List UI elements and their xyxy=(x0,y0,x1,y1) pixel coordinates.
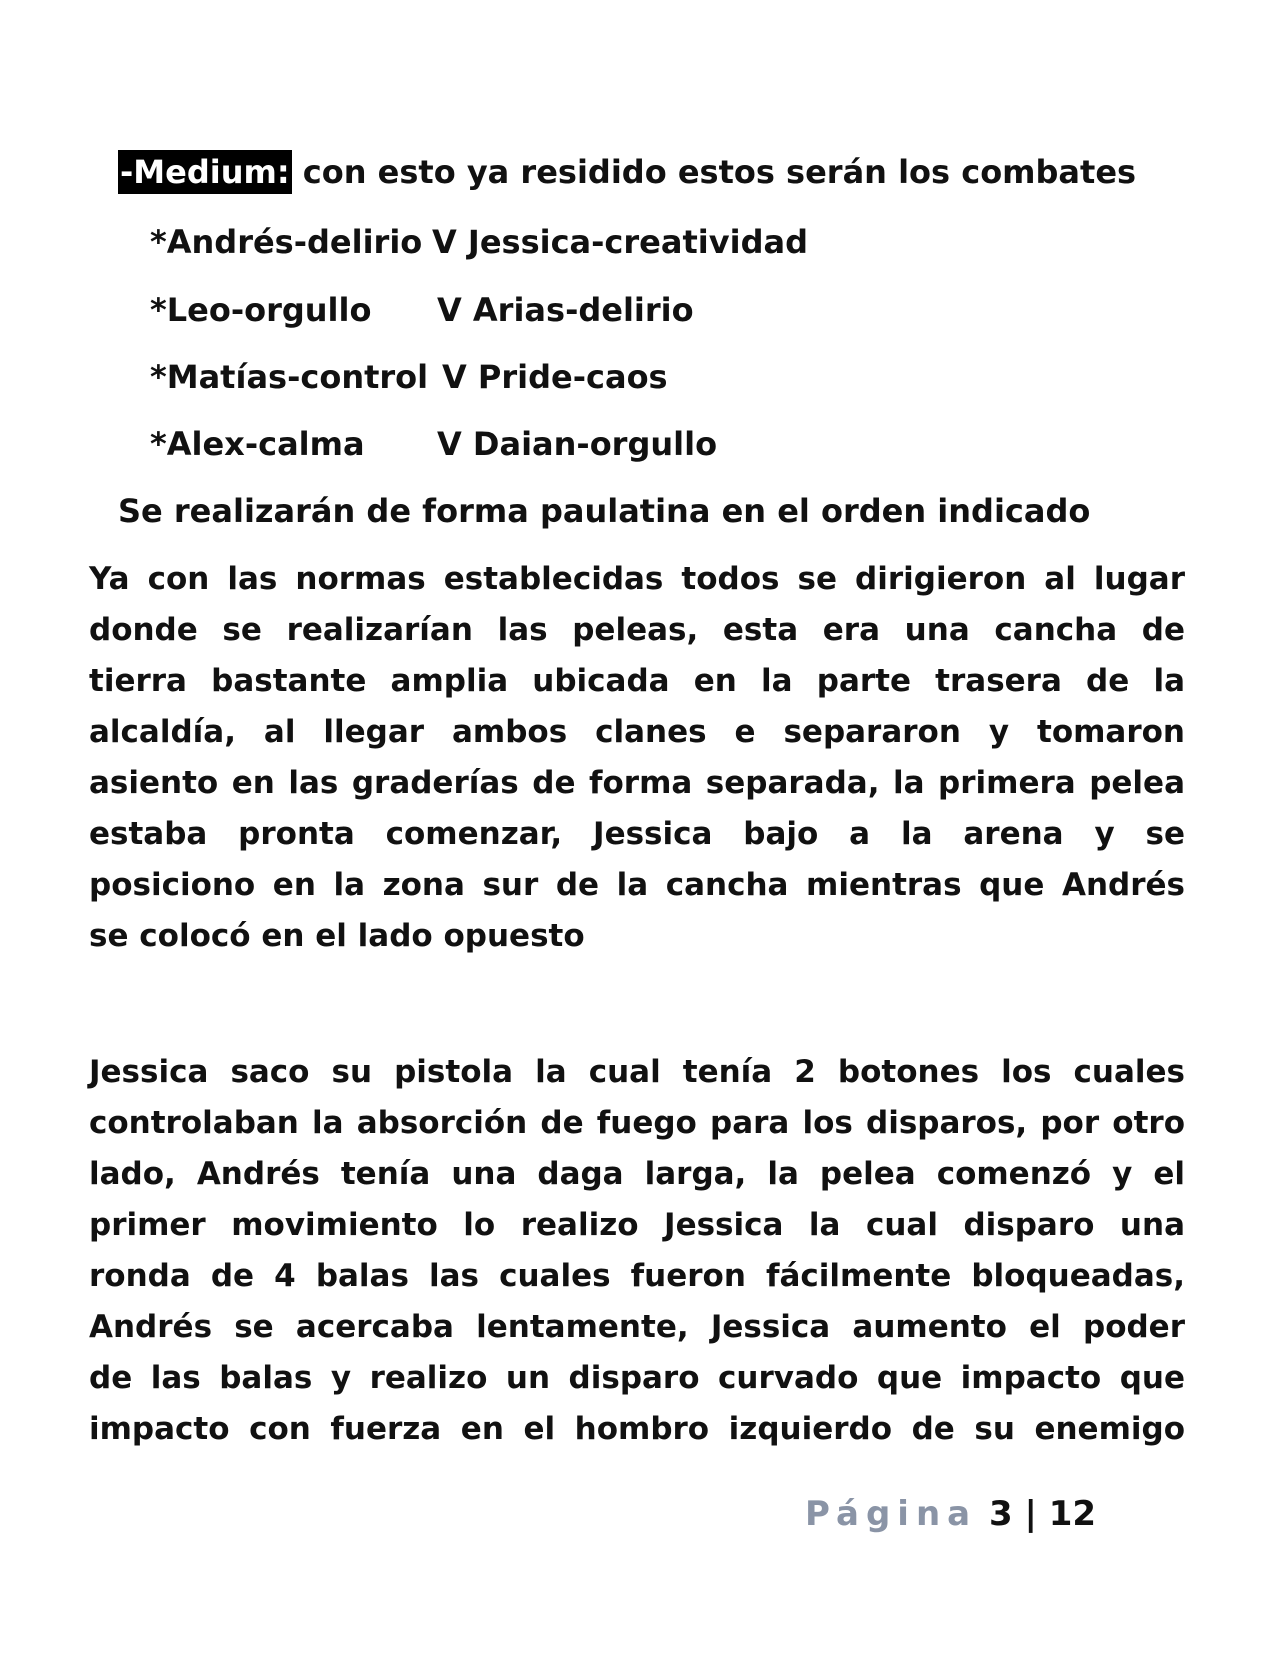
paragraph-1 xyxy=(89,554,1185,962)
paragraph-1-line: estaba pronta comenzar, Jessica bajo a la arena y se xyxy=(89,816,1185,852)
current-page: 3 xyxy=(988,1494,1013,1534)
paragraph-2-line: controlaban la absorción de fuego para los disparos, por otro xyxy=(89,1105,1185,1141)
match-4-left: *Alex-calma xyxy=(150,425,365,463)
paragraph-2-line: primer movimiento lo realizo Jessica la cual disparo una xyxy=(89,1207,1185,1243)
intro-line xyxy=(118,152,1136,192)
paragraph-1-line: Ya con las normas establecidas todos se dirigieron al lugar xyxy=(89,561,1185,597)
paragraph-2-line: impacto con fuerza en el hombro izquierdo de su enemigo xyxy=(89,1411,1185,1447)
paragraph-1-line: asiento en las graderías de forma separada, la primera pelea xyxy=(89,765,1185,801)
order-note: Se realizarán de forma paulatina en el orden indicado xyxy=(118,492,1091,530)
paragraph-2 xyxy=(89,1047,1185,1455)
paragraph-2-line: Jessica saco su pistola la cual tenía 2 botones los cuales xyxy=(89,1054,1185,1090)
paragraph-1-line: posiciono en la zona sur de la cancha mientras que Andrés xyxy=(89,867,1185,903)
intro-text: con esto ya residido estos serán los combates xyxy=(291,153,1137,191)
page-separator: | xyxy=(1024,1494,1037,1534)
page-number-footer xyxy=(805,1492,1096,1536)
paragraph-1-line: tierra bastante amplia ubicada en la parte trasera de la xyxy=(89,663,1185,699)
paragraph-2-line: Andrés se acercaba lentamente, Jessica aumento el poder xyxy=(89,1309,1185,1345)
match-3-right: V Pride-caos xyxy=(442,358,668,396)
page-word: Página xyxy=(805,1494,978,1534)
speaker-label: -Medium: xyxy=(118,150,292,194)
match-2-right: V Arias-delirio xyxy=(437,291,694,329)
match-1-left: *Andrés-delirio xyxy=(150,223,423,261)
paragraph-2-line: de las balas y realizo un disparo curvado que impacto que xyxy=(89,1360,1185,1396)
paragraph-2-line: ronda de 4 balas las cuales fueron fácilmente bloqueadas, xyxy=(89,1258,1185,1294)
paragraph-1-line: alcaldía, al llegar ambos clanes e separaron y tomaron xyxy=(89,714,1185,750)
match-3-left: *Matías-control xyxy=(150,358,429,396)
paragraph-2-line: lado, Andrés tenía una daga larga, la pelea comenzó y el xyxy=(89,1156,1185,1192)
match-1-right: V Jessica-creatividad xyxy=(432,223,808,261)
paragraph-1-line: donde se realizarían las peleas, esta era una cancha de xyxy=(89,612,1185,648)
total-pages: 12 xyxy=(1048,1494,1097,1534)
match-4-right: V Daian-orgullo xyxy=(437,425,718,463)
match-2-left: *Leo-orgullo xyxy=(150,291,372,329)
paragraph-1-line: se colocó en el lado opuesto xyxy=(89,918,585,954)
